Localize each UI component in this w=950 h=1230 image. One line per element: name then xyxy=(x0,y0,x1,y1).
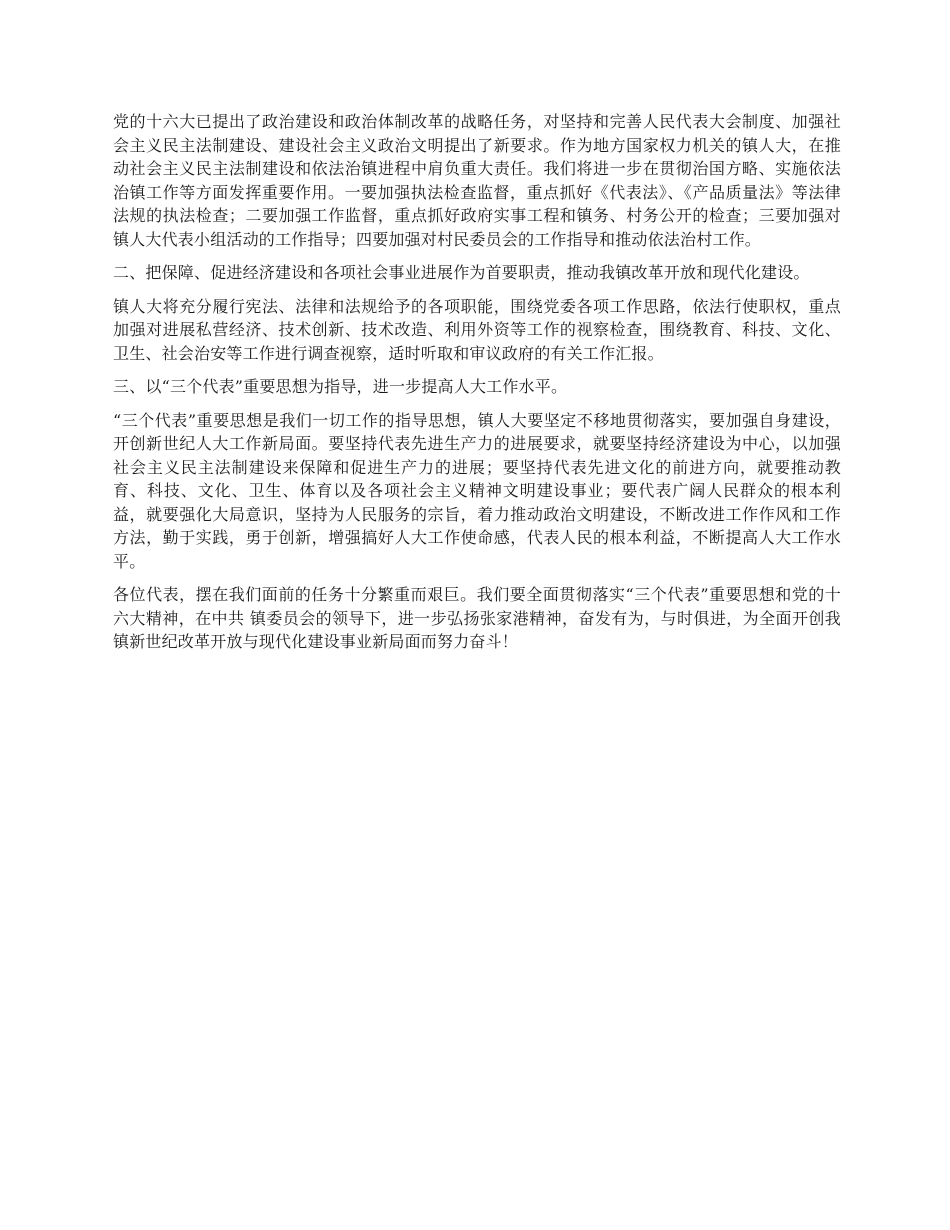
section-heading-economic-construction: 二、把保障、促进经济建设和各项社会事业进展作为首要职责，推动我镇改革开放和现代化建设。 xyxy=(113,263,810,282)
paragraph-closing: 各位代表，摆在我们面前的任务十分繁重而艰巨。我们要全面贯彻落实“三个代表”重要思想和党的十六大精神，在中共 镇委员会的领导下，进一步弘扬张家港精神，奋发有为，与时俱进，为全面开创我镇新世纪改革开放与现代化建设事业新局面而努力奋斗！ xyxy=(113,585,841,651)
document-body xyxy=(113,110,841,664)
paragraph-three-represents: “三个代表”重要思想是我们一切工作的指导思想，镇人大要坚定不移地贯彻落实，要加强自身建设，开创新世纪人大工作新局面。要坚持代表先进生产力的进展要求，就要坚持经济建设为中心，以加强社会主义民主法制建设来保障和促进生产力的进展；要坚持代表先进文化的前进方向，就要推动教育、科技、文化、卫生、体育以及各项社会主义精神文明建设事业；要代表广阔人民群众的根本利益，就要强化大局意识，坚持为人民服务的宗旨，着力推动政治文明建设，不断改进工作作风和工作方法，勤于实践，勇于创新，增强搞好人大工作使命感，代表人民的根本利益，不断提高人大工作水平。 xyxy=(113,410,841,571)
paragraph-legal-construction: 党的十六大已提出了政治建设和政治体制改革的战略任务，对坚持和完善人民代表大会制度、加强社会主义民主法制建设、建设社会主义政治文明提出了新要求。作为地方国家权力机关的镇人大，在推动社会主义民主法制建设和依法治镇进程中肩负重大责任。我们将进一步在贯彻治国方略、实施依法治镇工作等方面发挥重要作用。一要加强执法检查监督，重点抓好《代表法》、《产品质量法》等法律法规的执法检查；二要加强工作监督，重点抓好政府实事工程和镇务、村务公开的检查；三要加强对镇人大代表小组活动的工作指导；四要加强对村民委员会的工作指导和推动依法治村工作。 xyxy=(113,112,841,249)
section-heading-three-represents: 三、以“三个代表”重要思想为指导，进一步提高人大工作水平。 xyxy=(113,377,568,396)
paragraph-economic-construction: 镇人大将充分履行宪法、法律和法规给予的各项职能，围绕党委各项工作思路，依法行使职权，重点加强对进展私营经济、技术创新、技术改造、利用外资等工作的视察检查，围绕教育、科技、文化、卫生、社会治安等工作进行调查视察，适时听取和审议政府的有关工作汇报。 xyxy=(113,296,841,363)
